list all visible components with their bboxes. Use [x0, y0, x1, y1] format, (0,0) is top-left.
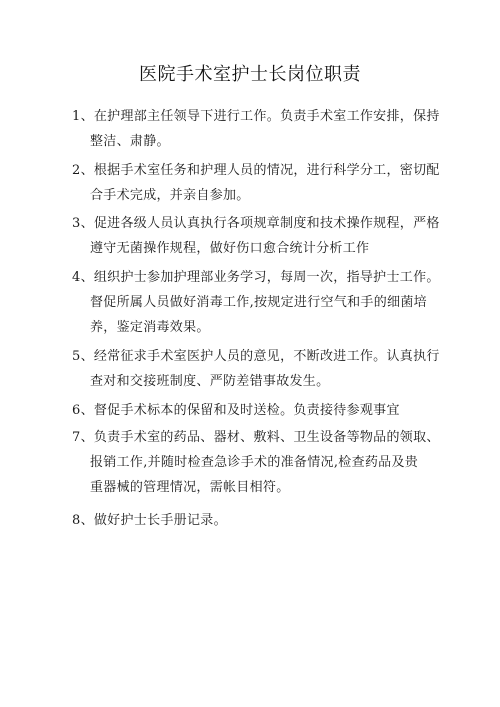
duty-line: 督促所属人员做好消毒工作,按规定进行空气和手的细菌培 — [90, 295, 427, 310]
duty-line: 8、做好护士长手册记录。 — [72, 513, 227, 528]
page-title: 医院手术室护士长岗位职责 — [139, 64, 361, 85]
duty-item-7 — [72, 425, 442, 500]
duty-line: 合手术完成，并亲自参加。 — [90, 188, 250, 203]
duty-line: 遵守无菌操作规程，做好伤口愈合统计分析工作 — [90, 241, 370, 256]
duty-line: 查对和交接班制度、严防差错事故发生。 — [90, 374, 330, 389]
duty-line: 整洁、肃静。 — [90, 134, 170, 149]
duty-item-8 — [72, 508, 442, 533]
duty-item-2 — [72, 158, 442, 208]
duty-line: 养，鉴定消毒效果。 — [90, 320, 210, 335]
duty-item-5 — [72, 344, 442, 394]
duty-item-6 — [72, 398, 442, 423]
duty-line: 2、根据手术室任务和护理人员的情况，进行科学分工，密切配 — [72, 163, 440, 178]
duty-item-3 — [72, 211, 442, 261]
duty-item-4 — [72, 265, 442, 340]
duty-line: 报销工作,并随时检查急诊手术的准备情况,检查药品及贵 — [90, 455, 419, 470]
duty-line: 重器械的管理情况，需帐目相符。 — [90, 480, 290, 495]
duty-line: 7、负责手术室的药品、器材、敷料、卫生设备等物品的领取、 — [72, 430, 440, 445]
duty-item-1 — [72, 104, 442, 154]
duty-line: 3、促进各级人员认真执行各项规章制度和技术操作规程，严格 — [72, 216, 440, 231]
duty-line: 6、督促手术标本的保留和及时送检。负责接待参观事宜 — [72, 403, 400, 418]
duty-line: 5、经常征求手术室医护人员的意见，不断改进工作。认真执行 — [72, 349, 440, 364]
duty-line: 1、在护理部主任领导下进行工作。负责手术室工作安排，保持 — [72, 109, 440, 124]
duty-line: 4、组织护士参加护理部业务学习，每周一次，指导护士工作。 — [72, 270, 440, 285]
